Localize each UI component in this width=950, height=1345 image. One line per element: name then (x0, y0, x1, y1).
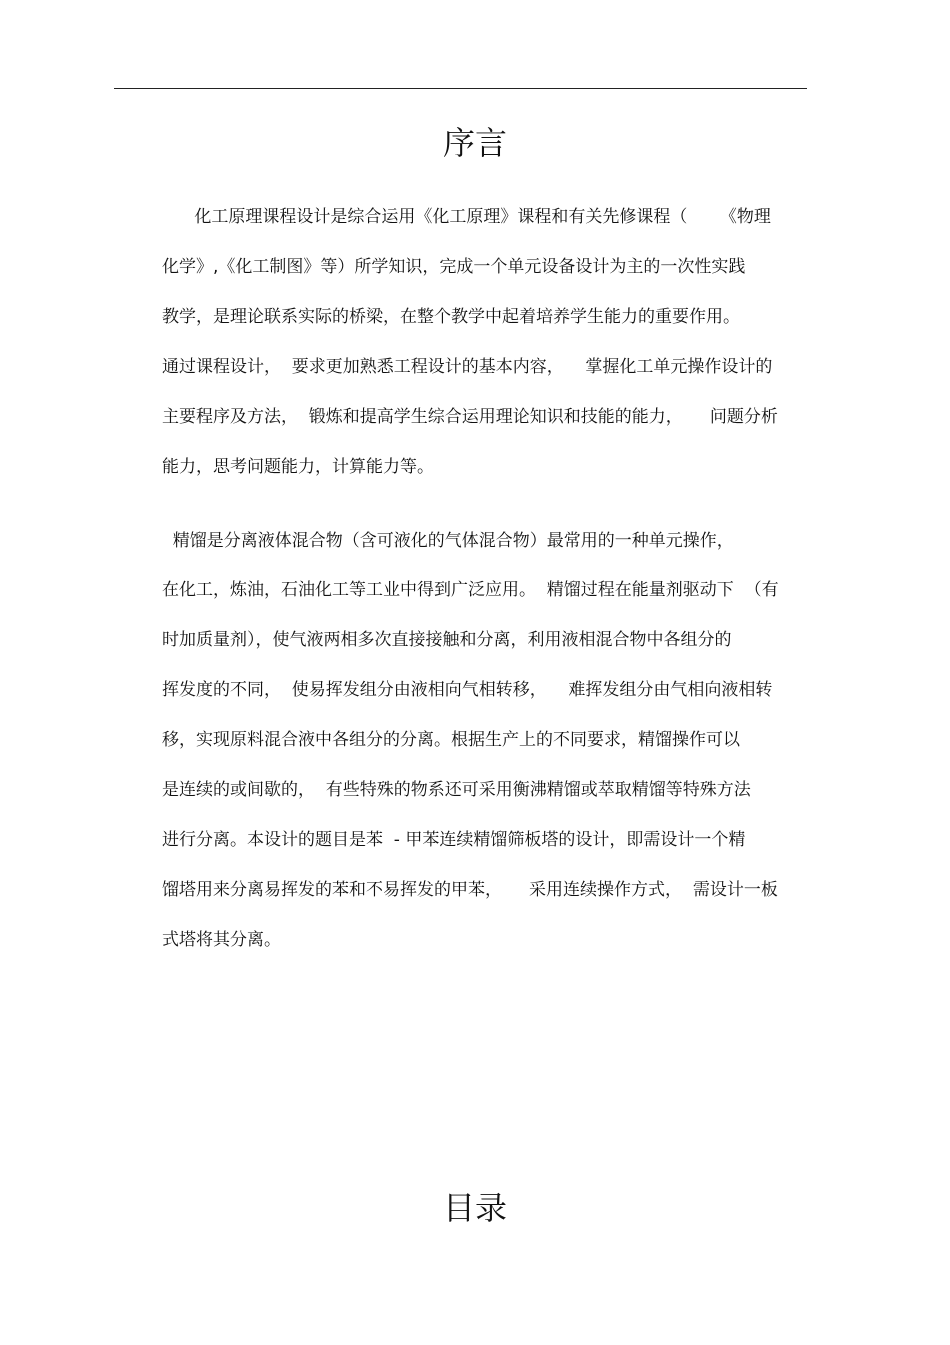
text-line: 挥发度的不同， 使易挥发组分由液相向气相转移， 难挥发组分由气相向液相转 (162, 680, 773, 700)
text-line: 式塔将其分离。 (162, 930, 281, 950)
text-line: 馏塔用来分离易挥发的苯和不易挥发的甲苯， 采用连续操作方式， 需设计一板 (162, 880, 778, 900)
text-line: 能力，思考问题能力，计算能力等。 (162, 457, 434, 477)
text-line: 精馏是分离液体混合物（含可液化的气体混合物）最常用的一种单元操作， (162, 531, 734, 551)
text-line: 进行分离。本设计的题目是苯 - 甲苯连续精馏筛板塔的设计，即需设计一个精 (162, 830, 746, 850)
text-line: 主要程序及方法， 锻炼和提高学生综合运用理论知识和技能的能力， 问题分析 (162, 407, 778, 427)
header-rule (114, 88, 807, 89)
text-line: 化学》,《化工制图》等）所学知识，完成一个单元设备设计为主的一次性实践 (162, 257, 746, 277)
text-line: 时加质量剂），使气液两相多次直接接触和分离，利用液相混合物中各组分的 (162, 630, 732, 650)
text-line: 在化工，炼油，石油化工等工业中得到广泛应用。 精馏过程在能量剂驱动下 （有 (162, 580, 779, 600)
preface-title: 序言 (442, 124, 507, 162)
text-line: 通过课程设计， 要求更加熟悉工程设计的基本内容， 掌握化工单元操作设计的 (162, 357, 773, 377)
text-line: 化工原理课程设计是综合运用《化工原理》课程和有关先修课程（ 《物理 (162, 207, 771, 227)
toc-title: 目录 (442, 1189, 507, 1227)
text-line: 移，实现原料混合液中各组分的分离。根据生产上的不同要求，精馏操作可以 (162, 730, 740, 750)
text-line: 是连续的或间歇的， 有些特殊的物系还可采用衡沸精馏或萃取精馏等特殊方法 (162, 780, 751, 800)
text-line: 教学，是理论联系实际的桥梁，在整个教学中起着培养学生能力的重要作用。 (162, 307, 740, 327)
